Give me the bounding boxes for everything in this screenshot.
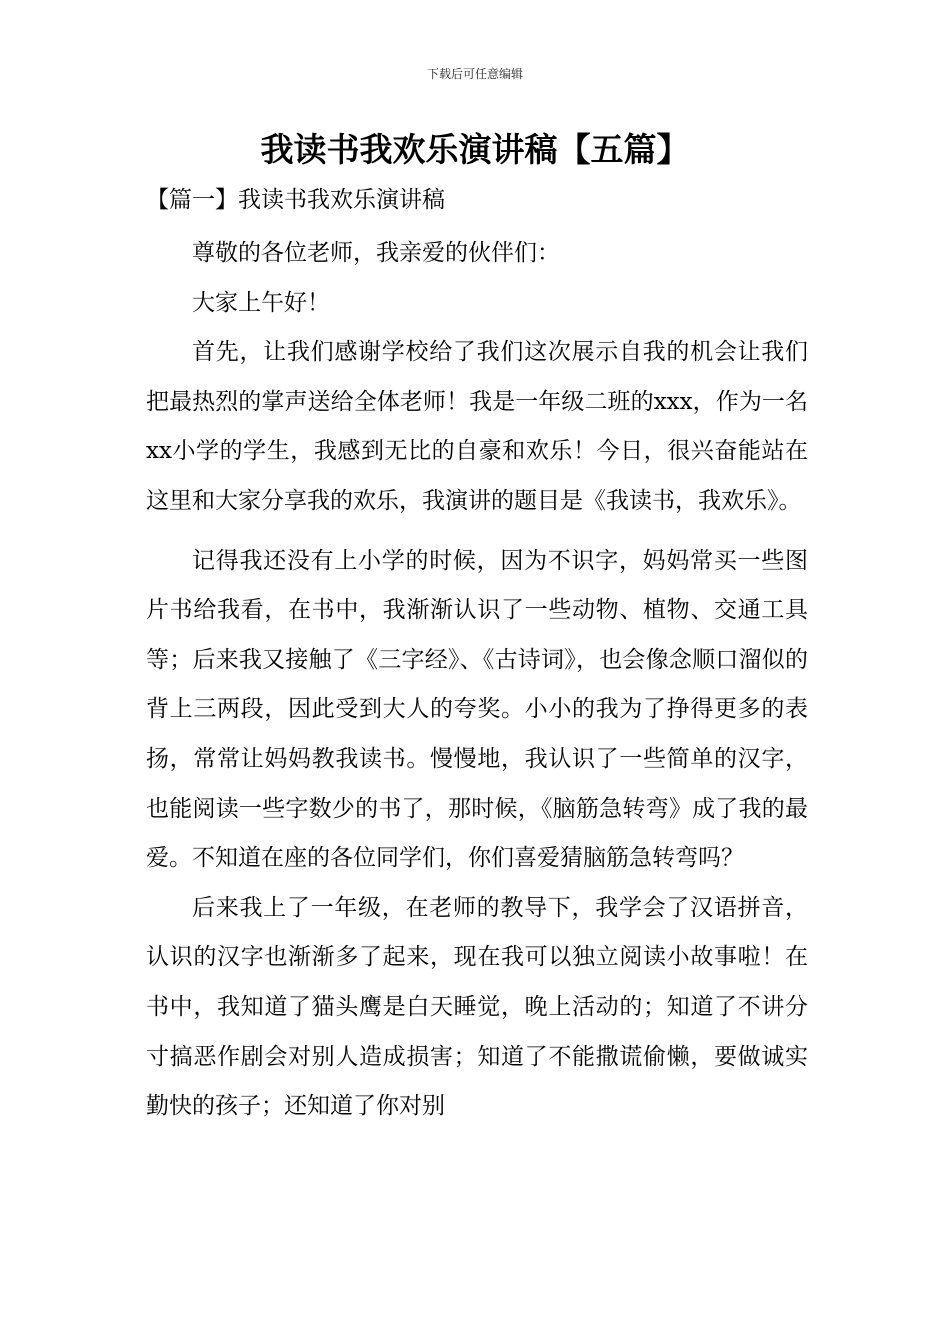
document-body	[146, 176, 808, 1132]
section-heading: 【篇一】我读书我欢乐演讲稿	[146, 187, 445, 213]
paragraph-hello: 大家上午好！	[192, 289, 330, 316]
header-note: 下载后可任意编辑	[426, 67, 523, 81]
paragraph-first-grade: 后来我上了一年级，在老师的教导下，我学会了汉语拼音，认识的汉字也渐渐多了起来，现在我可以独立阅读小故事啦！在书中，我知道了猫头鹰是白天睡觉，晚上活动的；知道了不讲分寸搞恶作剧会对别人造成损害；知道了不能撒谎偷懒，要做诚实勤快的孩子；还知道了你对别	[146, 894, 808, 1120]
paragraph-childhood: 记得我还没有上小学的时候，因为不识字，妈妈常买一些图片书给我看，在书中，我渐渐认识了一些动物、植物、交通工具等；后来我又接触了《三字经》、《古诗词》，也会像念顺口溜似的背上三两段，因此受到大人的夸奖。小小的我为了挣得更多的表扬，常常让妈妈教我读书。慢慢地，我认识了一些简单的汉字，也能阅读一些字数少的书了，那时候，《脑筋急转弯》成了我的最爱。不知道在座的各位同学们，你们喜爱猜脑筋急转弯吗？	[146, 547, 808, 872]
paragraph-greeting: 尊敬的各位老师，我亲爱的伙伴们：	[192, 240, 560, 266]
paragraph-intro: 首先，让我们感谢学校给了我们这次展示自我的机会让我们把最热烈的掌声送给全体老师！我是一年级二班的xxx，作为一名xx小学的学生，我感到无比的自豪和欢乐！今日，很兴奋能站在这里和大家分享我的欢乐，我演讲的题目是《我读书，我欢乐》。	[146, 339, 808, 514]
document-title: 我读书我欢乐演讲稿【五篇】	[260, 130, 690, 169]
